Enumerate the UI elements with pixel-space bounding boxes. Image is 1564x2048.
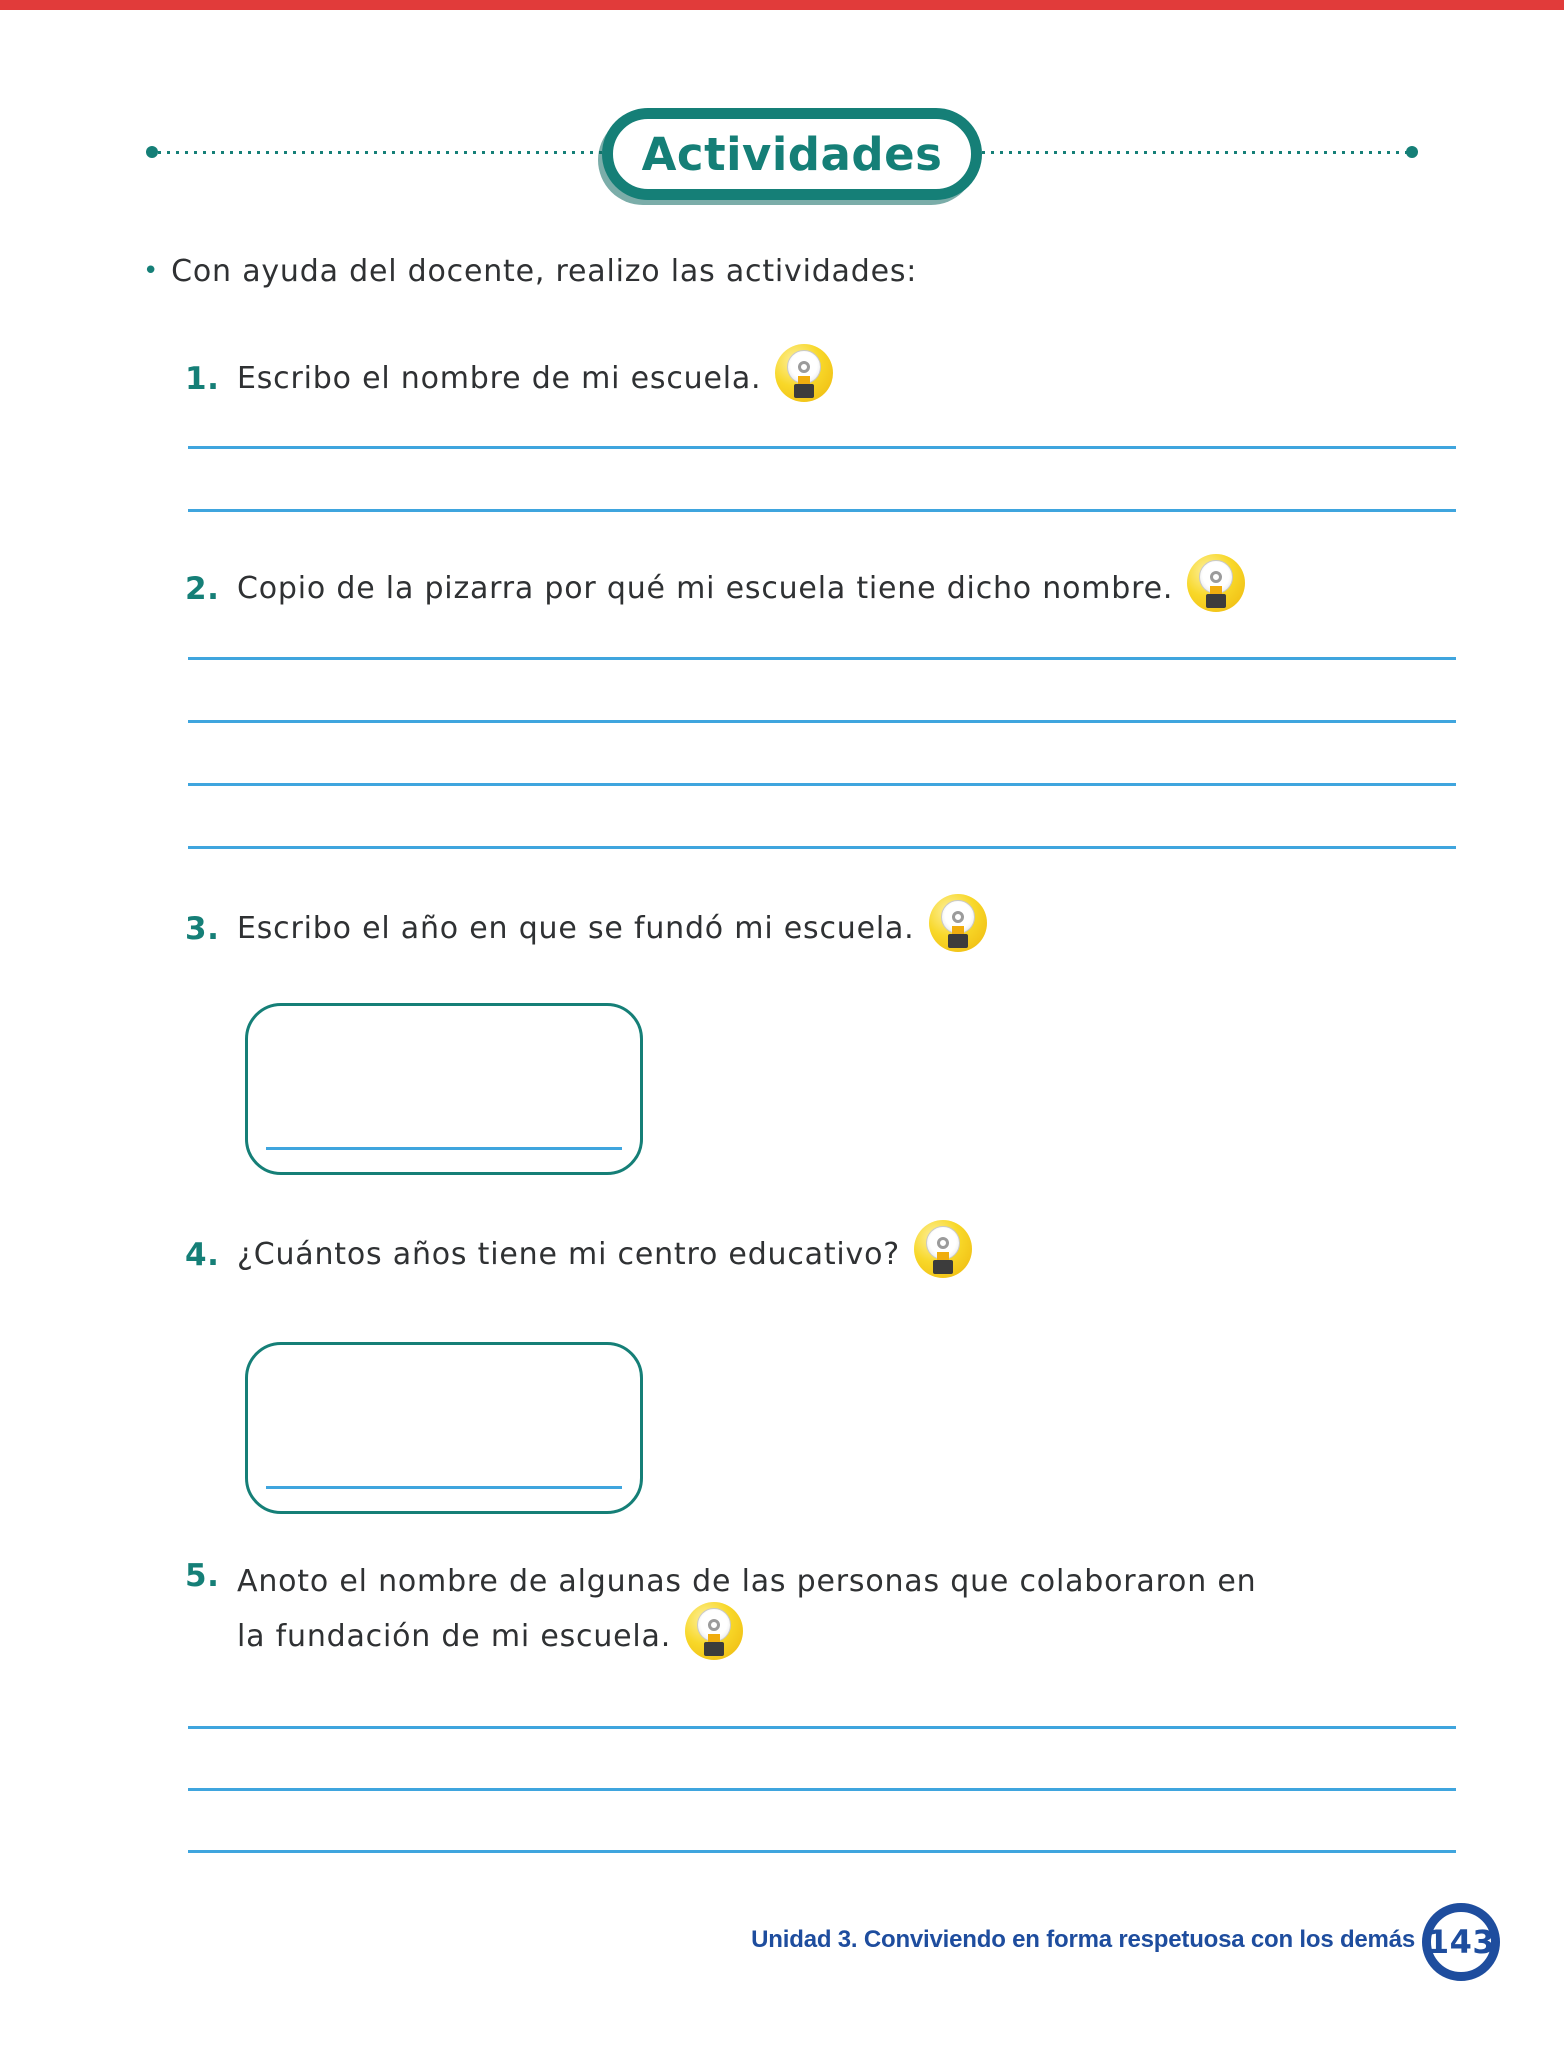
answer-box-line[interactable] [266, 1486, 622, 1489]
bulb-base [933, 1260, 953, 1274]
page-number: 143 [1426, 1923, 1496, 1961]
top-edge-strip [0, 0, 1564, 10]
rule-end-dot-right [1406, 146, 1418, 158]
answer-line[interactable] [188, 720, 1456, 723]
lightbulb-icon [914, 1220, 972, 1278]
activity-item-4 [185, 1226, 972, 1284]
bulb-base [704, 1642, 724, 1656]
activity-number: 3. [185, 911, 220, 947]
answer-line[interactable] [188, 846, 1456, 849]
bulb-base [794, 384, 814, 398]
footer-unit-label: Unidad 3. Conviviendo en forma respetuosa con los demás [751, 1926, 1415, 1953]
answer-line[interactable] [188, 657, 1456, 660]
activity-text: Copio de la pizarra por qué mi escuela tiene dicho nombre. [237, 571, 1174, 606]
intro-row [143, 254, 917, 289]
title-capsule [602, 108, 982, 200]
activity-text-line: Anoto el nombre de algunas de las personas que colaboraron en [237, 1564, 1257, 1599]
activity-text-line: la fundación de mi escuela. [237, 1619, 672, 1654]
activity-text-block [237, 1556, 1256, 1666]
answer-box[interactable] [245, 1342, 643, 1514]
activity-item-3 [185, 900, 987, 958]
answer-line[interactable] [188, 1850, 1456, 1853]
answer-line[interactable] [188, 1788, 1456, 1791]
activity-item-1 [185, 350, 833, 408]
answer-line[interactable] [188, 783, 1456, 786]
answer-line[interactable] [188, 446, 1456, 449]
dotted-rule-left [158, 151, 602, 154]
answer-line[interactable] [188, 509, 1456, 512]
activity-text-row [237, 1608, 1256, 1666]
bulb-base [1206, 594, 1226, 608]
activity-number: 4. [185, 1237, 220, 1273]
lightbulb-icon [775, 344, 833, 402]
bulb-filament [1210, 571, 1222, 583]
bulb-filament [708, 1619, 720, 1631]
activity-number: 2. [185, 571, 220, 607]
activity-item-5 [185, 1556, 1256, 1666]
answer-box[interactable] [245, 1003, 643, 1175]
activity-text: ¿Cuántos años tiene mi centro educativo? [237, 1237, 900, 1272]
page-title: Actividades [641, 127, 943, 181]
lightbulb-icon [1187, 554, 1245, 612]
answer-box-line[interactable] [266, 1147, 622, 1150]
activity-text: Escribo el año en que se fundó mi escuela. [237, 911, 915, 946]
rule-end-dot-left [146, 146, 158, 158]
bulb-filament [937, 1237, 949, 1249]
activity-number: 5. [185, 1558, 220, 1594]
activity-number: 1. [185, 361, 220, 397]
intro-text: Con ayuda del docente, realizo las actividades: [171, 254, 918, 289]
bulb-filament [798, 361, 810, 373]
activity-item-2 [185, 560, 1245, 618]
intro-bullet: • [143, 256, 160, 286]
activity-text: Escribo el nombre de mi escuela. [237, 361, 762, 396]
page-number-badge [1422, 1903, 1500, 1981]
answer-line[interactable] [188, 1726, 1456, 1729]
lightbulb-icon [685, 1602, 743, 1660]
lightbulb-icon [929, 894, 987, 952]
bulb-filament [952, 911, 964, 923]
dotted-rule-right [982, 151, 1410, 154]
bulb-base [948, 934, 968, 948]
